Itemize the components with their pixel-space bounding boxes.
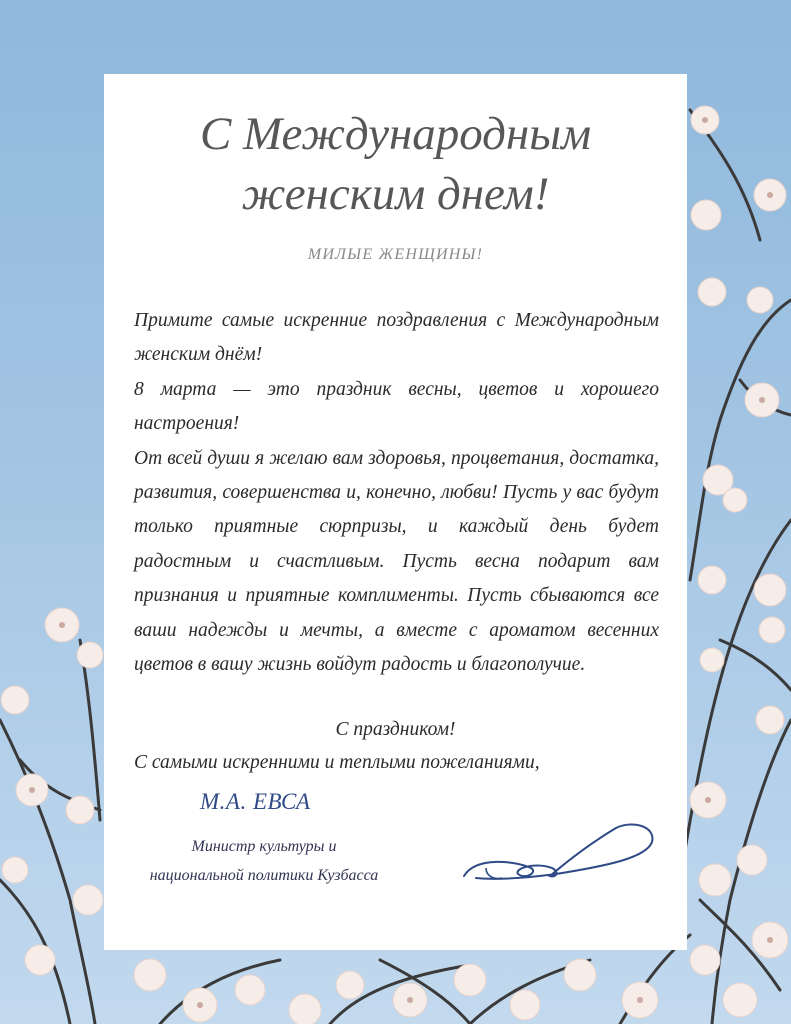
paragraph-1: Примите самые искренние поздравления с Международным женским днём! xyxy=(134,310,659,366)
holiday-greeting: С праздником! xyxy=(335,719,456,740)
letter-subtitle: МИЛЫЕ ЖЕНЩИНЫ! xyxy=(307,246,484,263)
paragraph-2: 8 марта — это праздник весны, цветов и хорошего настроения! xyxy=(134,378,659,435)
paragraph-3: От всей души я желаю вам здоровья, процветания, достатка, развития, совершенства и, конечно, любви! Пусть у вас будут только приятные сюрпризы, и каждый день будет радостным и счастливым. Пусть весна подарит вам признания и приятные комплименты. Пусть сбываются все ваши надежды и мечты, а вместе с ароматом весенних цветов в вашу жизнь войдут радость и благополучие. xyxy=(134,447,659,676)
signature-scribble-icon xyxy=(456,816,666,891)
closing-line: С самыми искренними и теплыми пожеланиями, xyxy=(134,752,540,773)
letter-title xyxy=(104,104,687,224)
letter-body xyxy=(134,304,659,682)
signer-name: М.А. ЕВСА xyxy=(200,789,311,814)
title-line-1: С Международным xyxy=(199,108,592,160)
signer-title-line-1: Министр культуры и xyxy=(191,838,337,855)
title-line-2: женским днем! xyxy=(241,168,550,220)
signer-title-line-2: национальной политики Кузбасса xyxy=(149,867,379,884)
signer-title xyxy=(104,832,424,890)
letter-card xyxy=(104,74,687,950)
